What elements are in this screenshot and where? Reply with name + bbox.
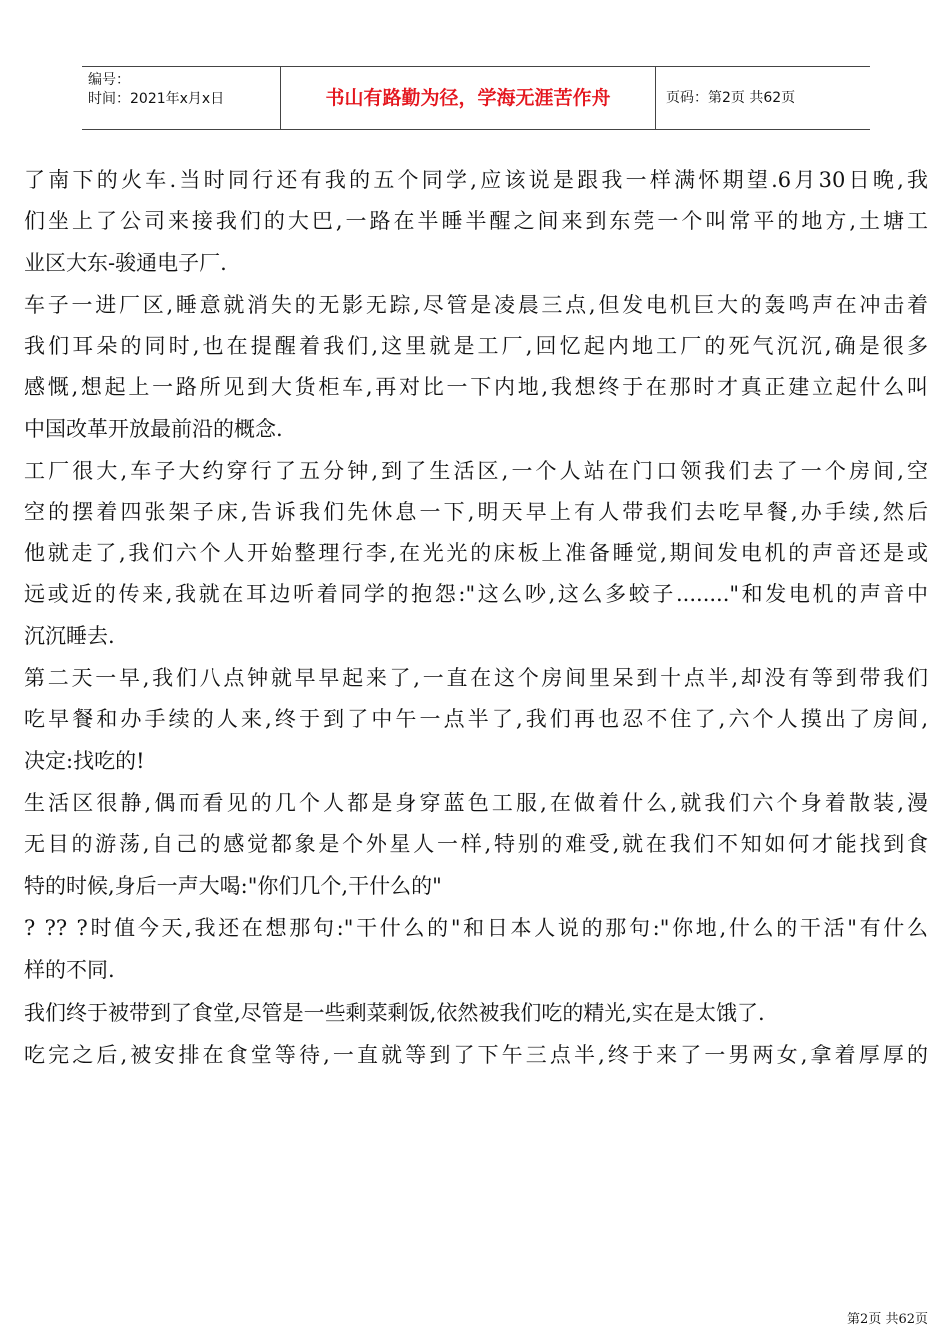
time-label: 时间：2021年x月x日 <box>88 91 225 107</box>
text-line: 第二天一早,我们八点钟就早早起来了,一直在这个房间里呆到十点半,却没有等到带我们 <box>24 666 928 690</box>
header-page-code: 页码：第2页 共62页 <box>666 90 796 106</box>
header-motto: 书山有路勤为径，学海无涯苦作舟 <box>325 87 611 109</box>
text-line: 他就走了,我们六个人开始整理行李,在光光的床板上准备睡觉,期间发电机的声音还是或 <box>24 541 928 565</box>
page-header <box>82 66 870 130</box>
header-divider <box>655 67 656 129</box>
text-line: 我们终于被带到了食堂,尽管是一些剩菜剩饭,依然被我们吃的精光,实在是太饿了. <box>24 1001 765 1025</box>
text-line: 工厂很大,车子大约穿行了五分钟,到了生活区,一个人站在门口领我们去了一个房间,空 <box>24 459 928 483</box>
text-line: 业区大东-骏通电子厂. <box>24 251 227 275</box>
number-label: 编号： <box>88 72 130 88</box>
text-line: 感慨,想起上一路所见到大货柜车,再对比一下内地,我想终于在那时才真正建立起什么叫 <box>24 375 928 399</box>
text-line: 中国改革开放最前沿的概念. <box>24 417 283 441</box>
text-line: 决定:找吃的! <box>24 749 145 773</box>
text-line: 们坐上了公司来接我们的大巴,一路在半睡半醒之间来到东莞一个叫常平的地方,土塘工 <box>24 209 928 233</box>
document-body <box>24 160 928 1076</box>
text-line: 吃完之后,被安排在食堂等待,一直就等到了下午三点半,终于来了一男两女,拿着厚厚的 <box>24 1043 928 1067</box>
text-line: 无目的游荡,自己的感觉都象是个外星人一样,特别的难受,就在我们不知如何才能找到食 <box>24 832 928 856</box>
text-line: 沉沉睡去. <box>24 624 115 648</box>
header-meta <box>88 71 278 109</box>
text-line: 样的不同. <box>24 958 115 982</box>
page-footer: 第2页 共62页 <box>847 1312 928 1327</box>
text-line: 特的时候,身后一声大喝:"你们几个,干什么的" <box>24 874 442 898</box>
text-line: 空的摆着四张架子床,告诉我们先休息一下,明天早上有人带我们去吃早餐,办手续,然后 <box>24 500 928 524</box>
text-line: 我们耳朵的同时,也在提醒着我们,这里就是工厂,回忆起内地工厂的死气沉沉,确是很多 <box>24 334 928 358</box>
text-line: 远或近的传来,我就在耳边听着同学的抱怨:"这么吵,这么多蛟子........"和发电机的声音中 <box>24 582 928 606</box>
text-line: 吃早餐和办手续的人来,终于到了中午一点半了,我们再也忍不住了,六个人摸出了房间, <box>24 707 928 731</box>
text-line: 车子一进厂区,睡意就消失的无影无踪,尽管是凌晨三点,但发电机巨大的轰鸣声在冲击着 <box>24 293 928 317</box>
text-line: 生活区很静,偶而看见的几个人都是身穿蓝色工服,在做着什么,就我们六个身着散装,漫 <box>24 791 928 815</box>
text-line: ? ?? ?时值今天,我还在想那句:"干什么的"和日本人说的那句:"你地,什么的干活"有什么 <box>24 916 928 940</box>
text-line: 了南下的火车.当时同行还有我的五个同学,应该说是跟我一样满怀期望.6月30日晚,我 <box>24 168 928 192</box>
